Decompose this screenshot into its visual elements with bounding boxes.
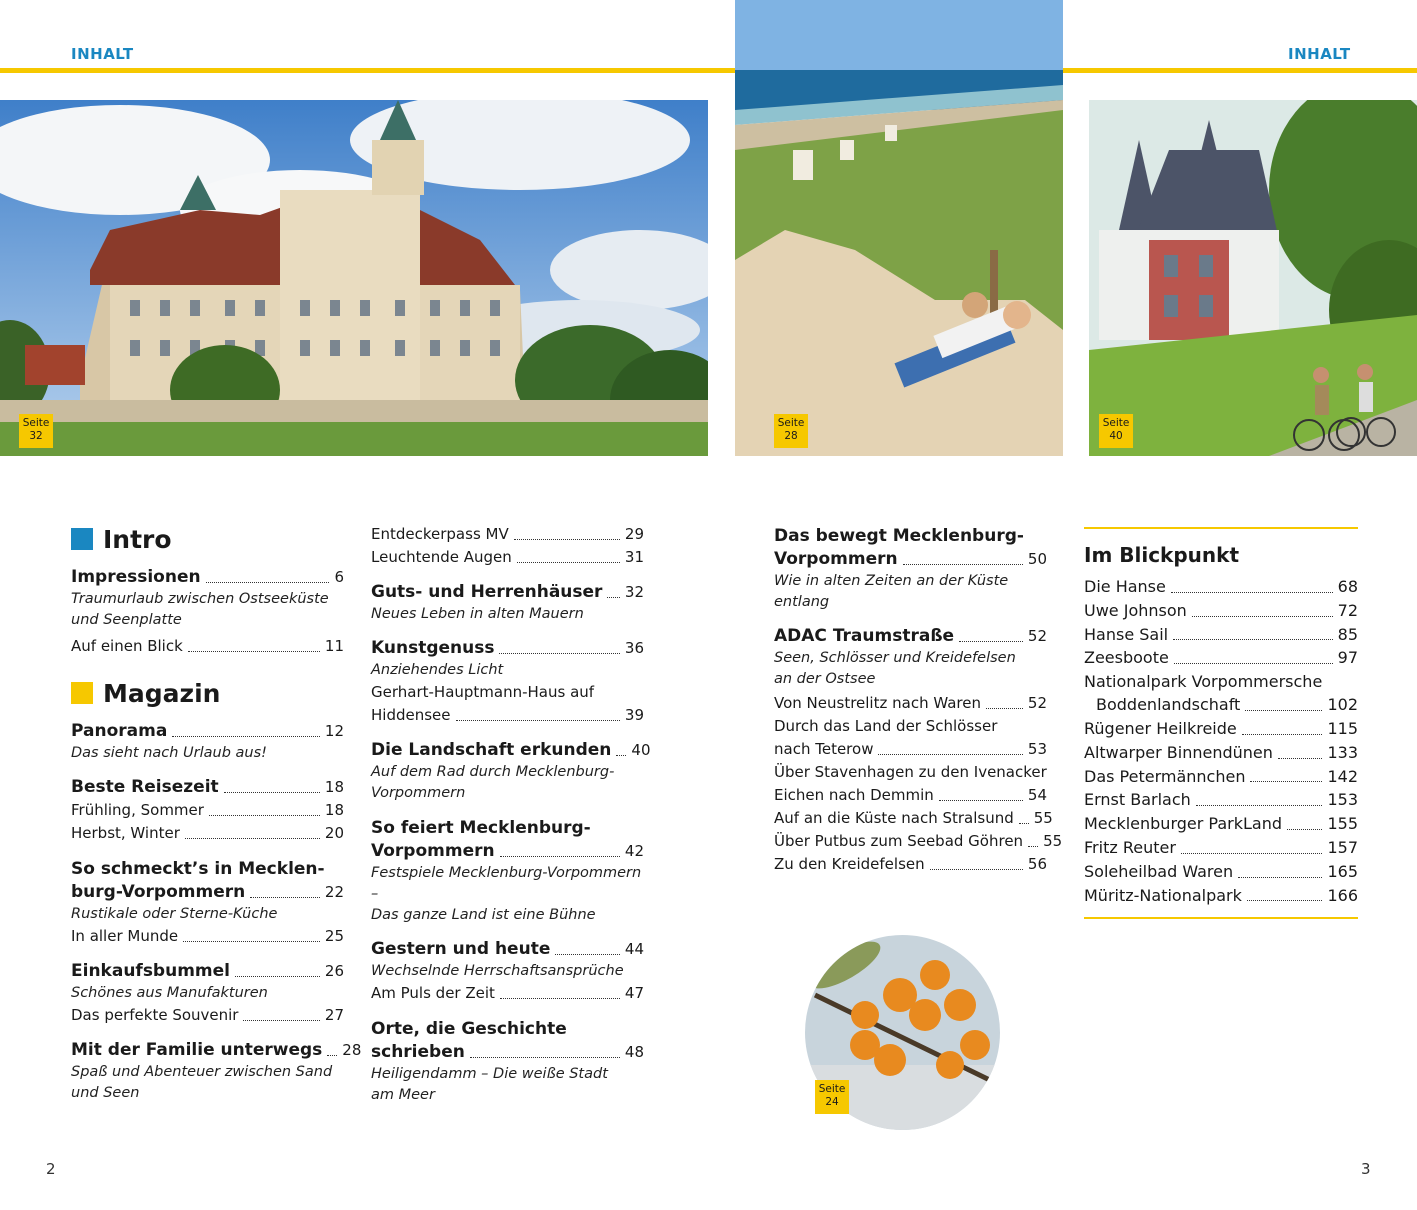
header-label-right: INHALT [1288,45,1351,63]
im-blickpunkt-heading: Im Blickpunkt [1084,543,1240,567]
photo-castle-cyclists [1089,100,1417,456]
toc-entry[interactable]: Gestern und heute 44 Wechselnde Herrschaftsansprüche Am Puls der Zeit 47 [371,939,644,1002]
im-blickpunkt-box [1084,527,1358,919]
toc-entry[interactable]: Impressionen 6 Traumurlaub zwischen Ostseeküste und Seenplatte Auf einen Blick 11 [71,567,344,655]
toc-entry[interactable]: Beste Reisezeit 18 Frühling, Sommer 18 Herbst, Winter 20 [71,777,344,842]
toc-entry[interactable]: Mecklenburger ParkLand 155 [1084,814,1358,834]
toc-entry[interactable]: Mit der Familie unterwegs 28 Spaß und Abenteuer zwischen Sand und Seen [71,1040,362,1101]
toc-entry[interactable]: Guts- und Herrenhäuser 32 Neues Leben in alten Mauern [371,582,644,622]
toc-entry[interactable]: Kunstgenuss 36 Anziehendes Licht Gerhart-Hauptmann-Haus auf Hiddensee 39 [371,638,644,724]
toc-entry[interactable]: Ernst Barlach 153 [1084,790,1358,810]
toc-entry[interactable]: Orte, die Geschichte schrieben 48 Heiligendamm – Die weiße Stadt am Meer [371,1019,644,1103]
yellow-square-icon [71,682,93,704]
toc-entry[interactable]: Rügener Heilkreide 115 [1084,718,1358,738]
toc-column-3 [774,524,1063,888]
page-ref-badge: Seite 28 [774,414,808,448]
header-rule-right [1063,68,1417,73]
header-rule-left [0,68,735,73]
toc-entry[interactable]: Panorama 12 Das sieht nach Urlaub aus! [71,721,344,761]
photo-beach-dune [735,0,1063,456]
toc-entry[interactable]: ADAC Traumstraße 52 Seen, Schlösser und Kreidefelsen an der Ostsee Von Neustrelitz nach Waren 52 Durch das Land der Schlösser nach Teterow 53 Über Stavenhagen zu den Ivenacker Eichen nach Demmin 54 Auf an die Küste nach Stralsund 55 Über Putbus zum Seebad Göhren 55 Zu den Kreidefelsen 56 [774,626,1063,873]
toc-entry[interactable]: Hanse Sail 85 [1084,624,1358,644]
toc-entry[interactable]: So feiert Mecklenburg- Vorpommern 42 Festspiele Mecklenburg-Vorpommern – Das ganze Land ist eine Bühne [371,818,644,923]
page-ref-badge: Seite 24 [815,1080,849,1114]
page-ref-badge: Seite 32 [19,414,53,448]
photo-castle-schwerin [0,100,708,456]
toc-entry[interactable]: Zeesboote 97 [1084,648,1358,668]
page-ref-badge: Seite 40 [1099,414,1133,448]
section-heading-intro: Intro [71,524,344,554]
beach-illustration [735,0,1063,456]
toc-column-2 [371,523,651,1118]
castle-illustration [0,100,708,456]
toc-entry[interactable]: Soleheilbad Waren 165 [1084,861,1358,881]
blue-square-icon [71,528,93,550]
toc-entry[interactable]: Das Petermännchen 142 [1084,766,1358,786]
toc-entry[interactable]: Einkaufsbummel 26 Schönes aus Manufakturen Das perfekte Souvenir 27 [71,961,344,1024]
toc-entry[interactable]: So schmeckt’s in Mecklen- burg-Vorpommern 22 Rustikale oder Sterne-Küche In aller Munde 25 [71,859,344,945]
toc-entry[interactable]: Müritz-Nationalpark 166 [1084,885,1358,905]
toc-entry[interactable]: Nationalpark Vorpommersche Boddenlandschaft 102 [1084,672,1358,715]
toc-entry[interactable]: Uwe Johnson 72 [1084,600,1358,620]
toc-entry[interactable]: Fritz Reuter 157 [1084,837,1358,857]
header-label-left: INHALT [71,45,134,63]
toc-entry[interactable]: Die Hanse 68 [1084,577,1358,596]
section-heading-magazin: Magazin [71,678,344,708]
page-number-left: 2 [46,1160,56,1178]
toc-entry[interactable]: Das bewegt Mecklenburg- Vorpommern 50 Wie in alten Zeiten an der Küste entlang [774,526,1047,610]
toc-entry[interactable]: Entdeckerpass MV 29 Leuchtende Augen 31 [371,525,644,566]
castle-cyclists-illustration [1089,100,1417,456]
toc-column-1 [71,524,362,1116]
toc-entry[interactable]: Altwarper Binnendünen 133 [1084,742,1358,762]
page-number-right: 3 [1361,1160,1371,1178]
toc-entry[interactable]: Die Landschaft erkunden 40 Auf dem Rad durch Mecklenburg- Vorpommern [371,740,651,801]
